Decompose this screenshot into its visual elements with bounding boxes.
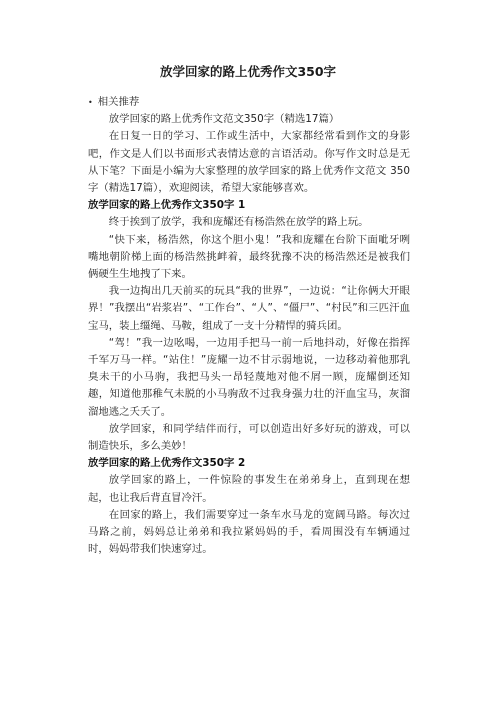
related-label: 相关推荐 — [97, 96, 140, 108]
bullet-icon: • — [88, 98, 93, 107]
paragraph: “快下来，杨浩然，你这个胆小鬼！”我和庞耀在台阶下面呲牙咧嘴地朝阶梯上面的杨浩然挑衅着，最终犹豫不决的杨浩然还是被我们俩硬生生地拽了下来。 — [88, 233, 410, 281]
intro-paragraph: 在日复一日的学习、工作或生活中，大家都经常看到作文的身影吧，作文是人们以书面形式表情达意的言语活动。你写作文时总是无从下笔？下面是小编为大家整理的放学回家的路上优秀作文范文 350字（精选17篇），欢迎阅读，希望大家能够喜欢。 — [88, 130, 410, 195]
document-title: 放学回家的路上优秀作文350字 — [159, 64, 337, 79]
paragraph: 放学回家，和同学结伴而行，可以创造出好多好玩的游戏，可以制造快乐，多么美妙！ — [88, 422, 410, 453]
section-heading: 放学回家的路上优秀作文350字 2 — [88, 457, 246, 470]
related-link[interactable] — [88, 94, 410, 111]
paragraph: 我一边掏出几天前买的玩具“我的世界”，一边说：“让你俩大开眼界！”我摆出“岩浆岩”、“工作台”、“人”、“僵尸”、“村民”和三匹汗血宝马，装上缰绳、马鞍，组成了一支十分精悍的骑兵团。 — [88, 285, 410, 332]
section-heading: 放学回家的路上优秀作文350字 1 — [88, 199, 246, 212]
paragraph: 终于挨到了放学，我和庞耀还有杨浩然在放学的路上玩。 — [108, 216, 369, 229]
paragraph: 在回家的路上，我们需要穿过一条车水马龙的宽阔马路。每次过马路之前，妈妈总让弟弟和我拉紧妈妈的手，看周围没有车辆通过时，妈妈带我们快速穿过。 — [88, 508, 410, 556]
paragraph: “驾！”我一边吆喝，一边用手把马一前一后地抖动，好像在指挥千军万马一样。“站住！”庞耀一边不甘示弱地说，一边移动着他那乳臭未干的小马驹，我把马头一昂轻蔑地对他不屑一顾，庞耀倒还知趣，知道他那稚气未脱的小马驹敌不过我身强力壮的汗血宝马，灰溜溜地逃之夭夭了。 — [88, 336, 410, 418]
subtitle: 放学回家的路上优秀作文范文350字（精选17篇） — [108, 113, 340, 126]
document-body — [88, 94, 410, 558]
paragraph: 放学回家的路上，一件惊险的事发生在弟弟身上，直到现在想起，也让我后背直冒冷汗。 — [88, 474, 410, 504]
